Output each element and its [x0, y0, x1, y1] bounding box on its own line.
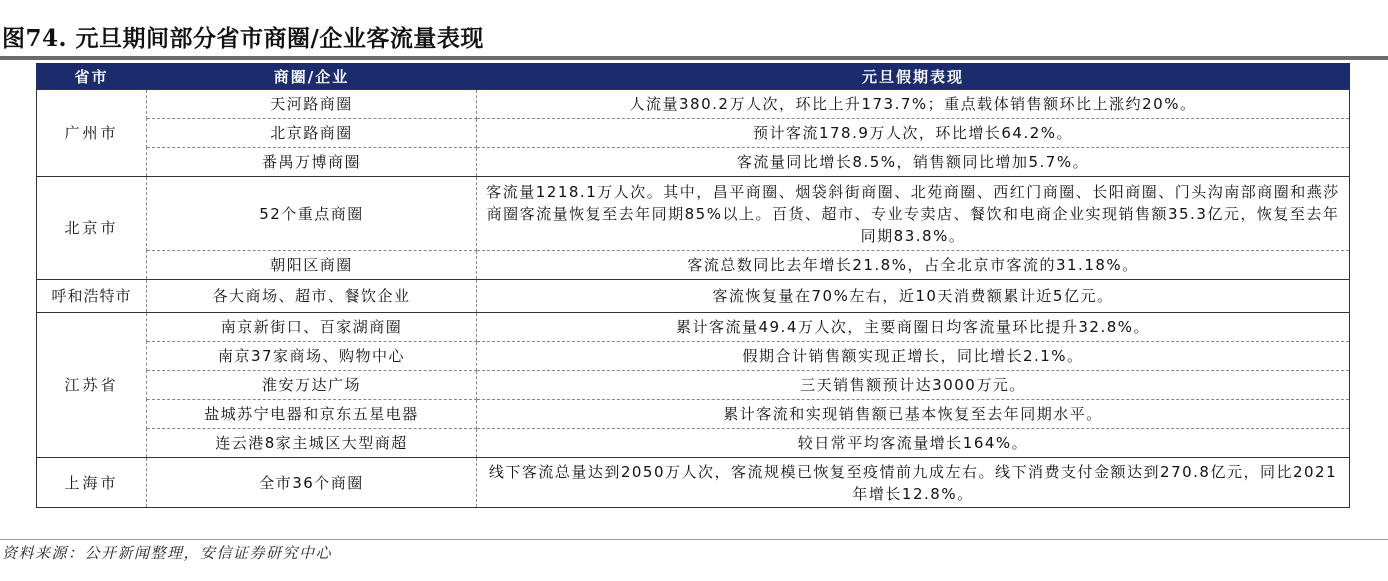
- table-row: [37, 119, 1350, 148]
- table-row: [37, 429, 1350, 458]
- performance-cell: 客流量同比增长8.5%，销售额同比增加5.7%。: [477, 148, 1350, 177]
- performance-cell: 客流恢复量在70%左右，近10天消费额累计近5亿元。: [477, 280, 1350, 313]
- district-cell: 全市36个商圈: [147, 458, 477, 508]
- district-cell: 南京37家商场、购物中心: [147, 342, 477, 371]
- performance-cell: 客流总数同比去年增长21.8%，占全北京市客流的31.18%。: [477, 251, 1350, 280]
- table-row: [37, 148, 1350, 177]
- performance-cell: 线下客流总量达到2050万人次，客流规模已恢复至疫情前九成左右。线下消费支付金额达到270.8亿元，同比2021年增长12.8%。: [477, 458, 1350, 508]
- district-cell: 盐城苏宁电器和京东五星电器: [147, 400, 477, 429]
- province-cell: 北京市: [37, 177, 147, 280]
- district-cell: 番禺万博商圈: [147, 148, 477, 177]
- table-row: [37, 400, 1350, 429]
- table-row: [37, 313, 1350, 342]
- table-row: [37, 90, 1350, 119]
- performance-cell: 累计客流量49.4万人次，主要商圈日均客流量环比提升32.8%。: [477, 313, 1350, 342]
- district-cell: 朝阳区商圈: [147, 251, 477, 280]
- performance-cell: 较日常平均客流量增长164%。: [477, 429, 1350, 458]
- table-row: [37, 280, 1350, 313]
- district-cell: 北京路商圈: [147, 119, 477, 148]
- table-row: [37, 342, 1350, 371]
- source-note: 资料来源：公开新闻整理，安信证券研究中心: [2, 544, 333, 562]
- district-cell: 52个重点商圈: [147, 177, 477, 251]
- district-cell: 天河路商圈: [147, 90, 477, 119]
- province-cell: 广州市: [37, 90, 147, 177]
- header-performance: 元旦假期表现: [477, 63, 1350, 90]
- figure-title: 图74. 元旦期间部分省市商圈/企业客流量表现: [2, 25, 484, 52]
- district-cell: 南京新街口、百家湖商圈: [147, 313, 477, 342]
- table-row: [37, 251, 1350, 280]
- source-rule: [0, 539, 1388, 540]
- district-cell: 淮安万达广场: [147, 371, 477, 400]
- table-header-row: [37, 63, 1350, 90]
- table-row: [37, 177, 1350, 251]
- performance-cell: 客流量1218.1万人次。其中，昌平商圈、烟袋斜街商圈、北苑商圈、西红门商圈、长阳商圈、门头沟南部商圈和燕莎商圈客流量恢复至去年同期85%以上。百货、超市、专业专卖店、餐饮和电商企业实现销售额35.3亿元，恢复至去年同期83.8%。: [477, 177, 1350, 251]
- district-cell: 各大商场、超市、餐饮企业: [147, 280, 477, 313]
- title-rule: [0, 56, 1388, 60]
- province-cell: 江苏省: [37, 313, 147, 458]
- table-row: [37, 458, 1350, 508]
- performance-cell: 预计客流178.9万人次，环比增长64.2%。: [477, 119, 1350, 148]
- province-cell: 呼和浩特市: [37, 280, 147, 313]
- header-district: 商圈/企业: [147, 63, 477, 90]
- performance-table: [36, 63, 1350, 508]
- province-cell: 上海市: [37, 458, 147, 508]
- performance-cell: 假期合计销售额实现正增长，同比增长2.1%。: [477, 342, 1350, 371]
- table-row: [37, 371, 1350, 400]
- performance-cell: 累计客流和实现销售额已基本恢复至去年同期水平。: [477, 400, 1350, 429]
- header-province: 省市: [37, 63, 147, 90]
- performance-cell: 人流量380.2万人次，环比上升173.7%；重点载体销售额环比上涨约20%。: [477, 90, 1350, 119]
- district-cell: 连云港8家主城区大型商超: [147, 429, 477, 458]
- performance-cell: 三天销售额预计达3000万元。: [477, 371, 1350, 400]
